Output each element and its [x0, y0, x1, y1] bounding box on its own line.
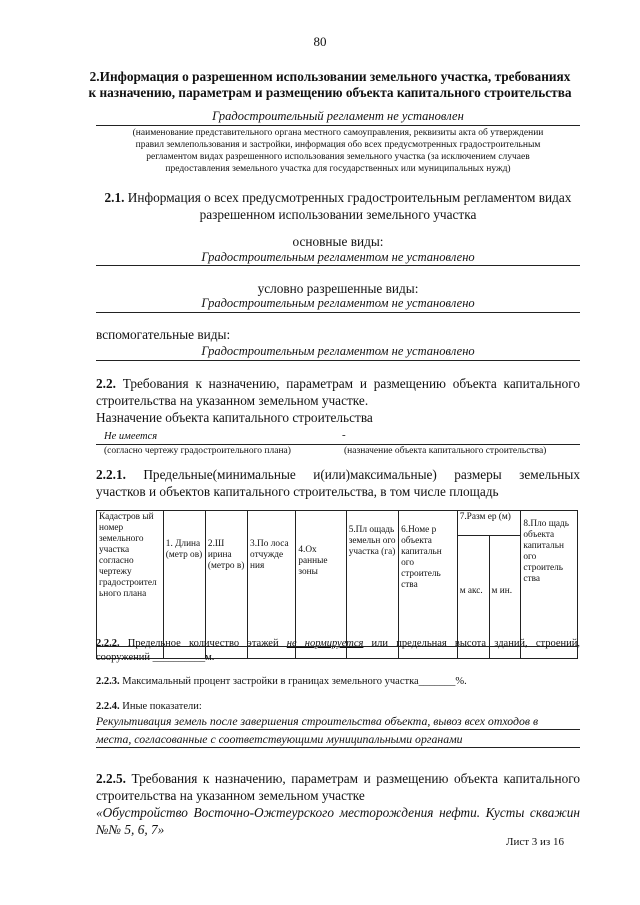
- other-indicators-line2: места, согласованные с соответствующими муниципальными органами: [96, 732, 463, 746]
- floors-value: не нормируется: [286, 638, 364, 649]
- aux-uses-label: вспомогательные виды:: [96, 327, 231, 342]
- main-uses-value: Градостроительным регламентом не установлено: [201, 250, 475, 264]
- header-object-area: 8.Пло щадь объекта капитальн ого строитель ства: [521, 511, 578, 647]
- aux-uses-value: Градостроительным регламентом не установлено: [201, 344, 475, 358]
- main-uses-label: основные виды:: [292, 234, 384, 249]
- section-2-2-5-text-line2: строительства на указанном земельном участке: [96, 788, 365, 803]
- header-object-number: 6.Номе р объекта капитальн ого строитель ства: [399, 511, 458, 647]
- section-2-2-text-line2: строительства на указанном земельном участке.: [96, 393, 369, 408]
- sheet-label: Лист 3 из 16: [506, 836, 565, 848]
- section-2-2-3-value: Максимальный процент застройки в границах земельного участка_______%.: [119, 676, 467, 687]
- conditional-uses-value: Градостроительным регламентом не установлено: [201, 296, 475, 310]
- section-2-2-2-text: [96, 637, 580, 665]
- header-length: 1. Длина (метр ов): [163, 511, 205, 647]
- section-2-2-1-text-line1: Предельные(минимальные и(или)максимальные) размеры земельных: [143, 467, 581, 482]
- page-number: 80: [313, 34, 327, 49]
- purpose-right-value: -: [342, 429, 346, 441]
- section-2-2-2-text-b: или предельная высота зданий, строений,: [363, 638, 580, 649]
- section-2-2-4-label-text: Иные показатели:: [119, 701, 202, 712]
- table-header-row: [97, 511, 578, 536]
- section-2-title: [60, 69, 600, 101]
- header-size: 7.Разм ер (м): [457, 511, 521, 536]
- section-2-2-5-text-line1: Требования к назначению, параметрам и размещению объекта капитального: [131, 771, 580, 786]
- section-2-1-title-line2: разрешенном использовании земельного участка: [199, 207, 477, 222]
- header-protected-zones: 4.Ох ранные зоны: [296, 511, 346, 647]
- section-2-1-number: 2.1.: [104, 190, 125, 205]
- object-name-line1: «Обустройство Восточно-Ожтеурского месторождения нефти. Кусты скважин: [96, 805, 580, 820]
- caption-line: предоставления земельного участка для государственных или муниципальных нужд): [165, 164, 511, 174]
- conditional-uses-label: условно разрешенные виды:: [257, 281, 419, 296]
- other-indicators-line1: Рекультивация земель после завершения строительства объекта, вывоз всех отходов в: [96, 714, 539, 728]
- section-2-2-2-text-a: Предельное количество этажей: [119, 638, 287, 649]
- section-2-2-3-text: [96, 676, 580, 687]
- aux-uses-underline: [96, 360, 580, 361]
- regulation-value: Градостроительный регламент не установлен: [212, 109, 464, 123]
- section-2-1-title: [96, 189, 580, 223]
- regulation-underline: [96, 125, 580, 126]
- other-indicators-underline1: [96, 729, 580, 730]
- caption-line: (наименование представительного органа местного самоуправления, реквизиты акта об утверждении: [132, 128, 544, 138]
- section-2-2-4-number: 2.2.4.: [96, 701, 120, 712]
- header-plot-area: 5.Пл ощадь земельн ого участка (га): [346, 511, 398, 647]
- purpose-right-caption: (назначение объекта капитального строительства): [344, 446, 547, 456]
- section-2-2-5-text: [96, 770, 580, 838]
- header-size-min: м ин.: [489, 536, 521, 647]
- section-2-2-5-number: 2.2.5.: [96, 771, 126, 786]
- section-2-2-1-number: 2.2.1.: [96, 467, 126, 482]
- purpose-label: Назначение объекта капитального строительства: [96, 410, 373, 425]
- conditional-uses-underline: [96, 312, 580, 313]
- section-2-title-line1: 2.Информация о разрешенном использовании земельного участка, требованиях: [89, 69, 571, 84]
- caption-line: правил землепользования и застройки, информация обо всех предусмотренных градостроительным: [135, 140, 541, 150]
- header-size-max: м акс.: [457, 536, 489, 647]
- object-name-line2: №№ 5, 6, 7»: [96, 822, 165, 837]
- header-alienation-strip: 3.По лоса отчужде ния: [248, 511, 296, 647]
- section-2-2-text: [96, 375, 580, 426]
- purpose-left-caption: (согласно чертежу градостроительного плана): [104, 446, 291, 456]
- section-2-title-line2: к назначению, параметрам и размещению объекта капитального строительства: [88, 85, 572, 100]
- purpose-left-value: Не имеется: [104, 431, 158, 442]
- section-2-2-3-number: 2.2.3.: [96, 676, 120, 687]
- section-2-2-1-text-line2: участков и объектов капитального строительства, в том числе площадь: [96, 484, 499, 499]
- section-2-2-text-line1: Требования к назначению, параметрам и размещению объекта капитального: [122, 376, 581, 391]
- header-width: 2.Ш ирина (метро в): [205, 511, 247, 647]
- section-2-1-title-line1: Информация о всех предусмотренных градостроительным регламентом видах: [124, 190, 572, 205]
- caption-line: регламентом видах разрешенного использования земельного участка (за исключением случаев: [146, 152, 530, 162]
- main-uses-underline: [96, 265, 580, 266]
- section-2-2-1-text: [96, 466, 580, 500]
- section-2-2-number: 2.2.: [96, 376, 116, 391]
- regulation-caption: [96, 127, 580, 175]
- header-cadastral-number: Кадастров ый номер земельного участка согласно чертежу градостроител ьного плана: [97, 511, 164, 647]
- section-2-2-2-text-c: сооружений __________м.: [96, 652, 215, 663]
- other-indicators-underline2: [96, 747, 580, 748]
- section-2-2-4-label: [96, 701, 580, 712]
- section-2-2-2-number: 2.2.2.: [96, 638, 120, 649]
